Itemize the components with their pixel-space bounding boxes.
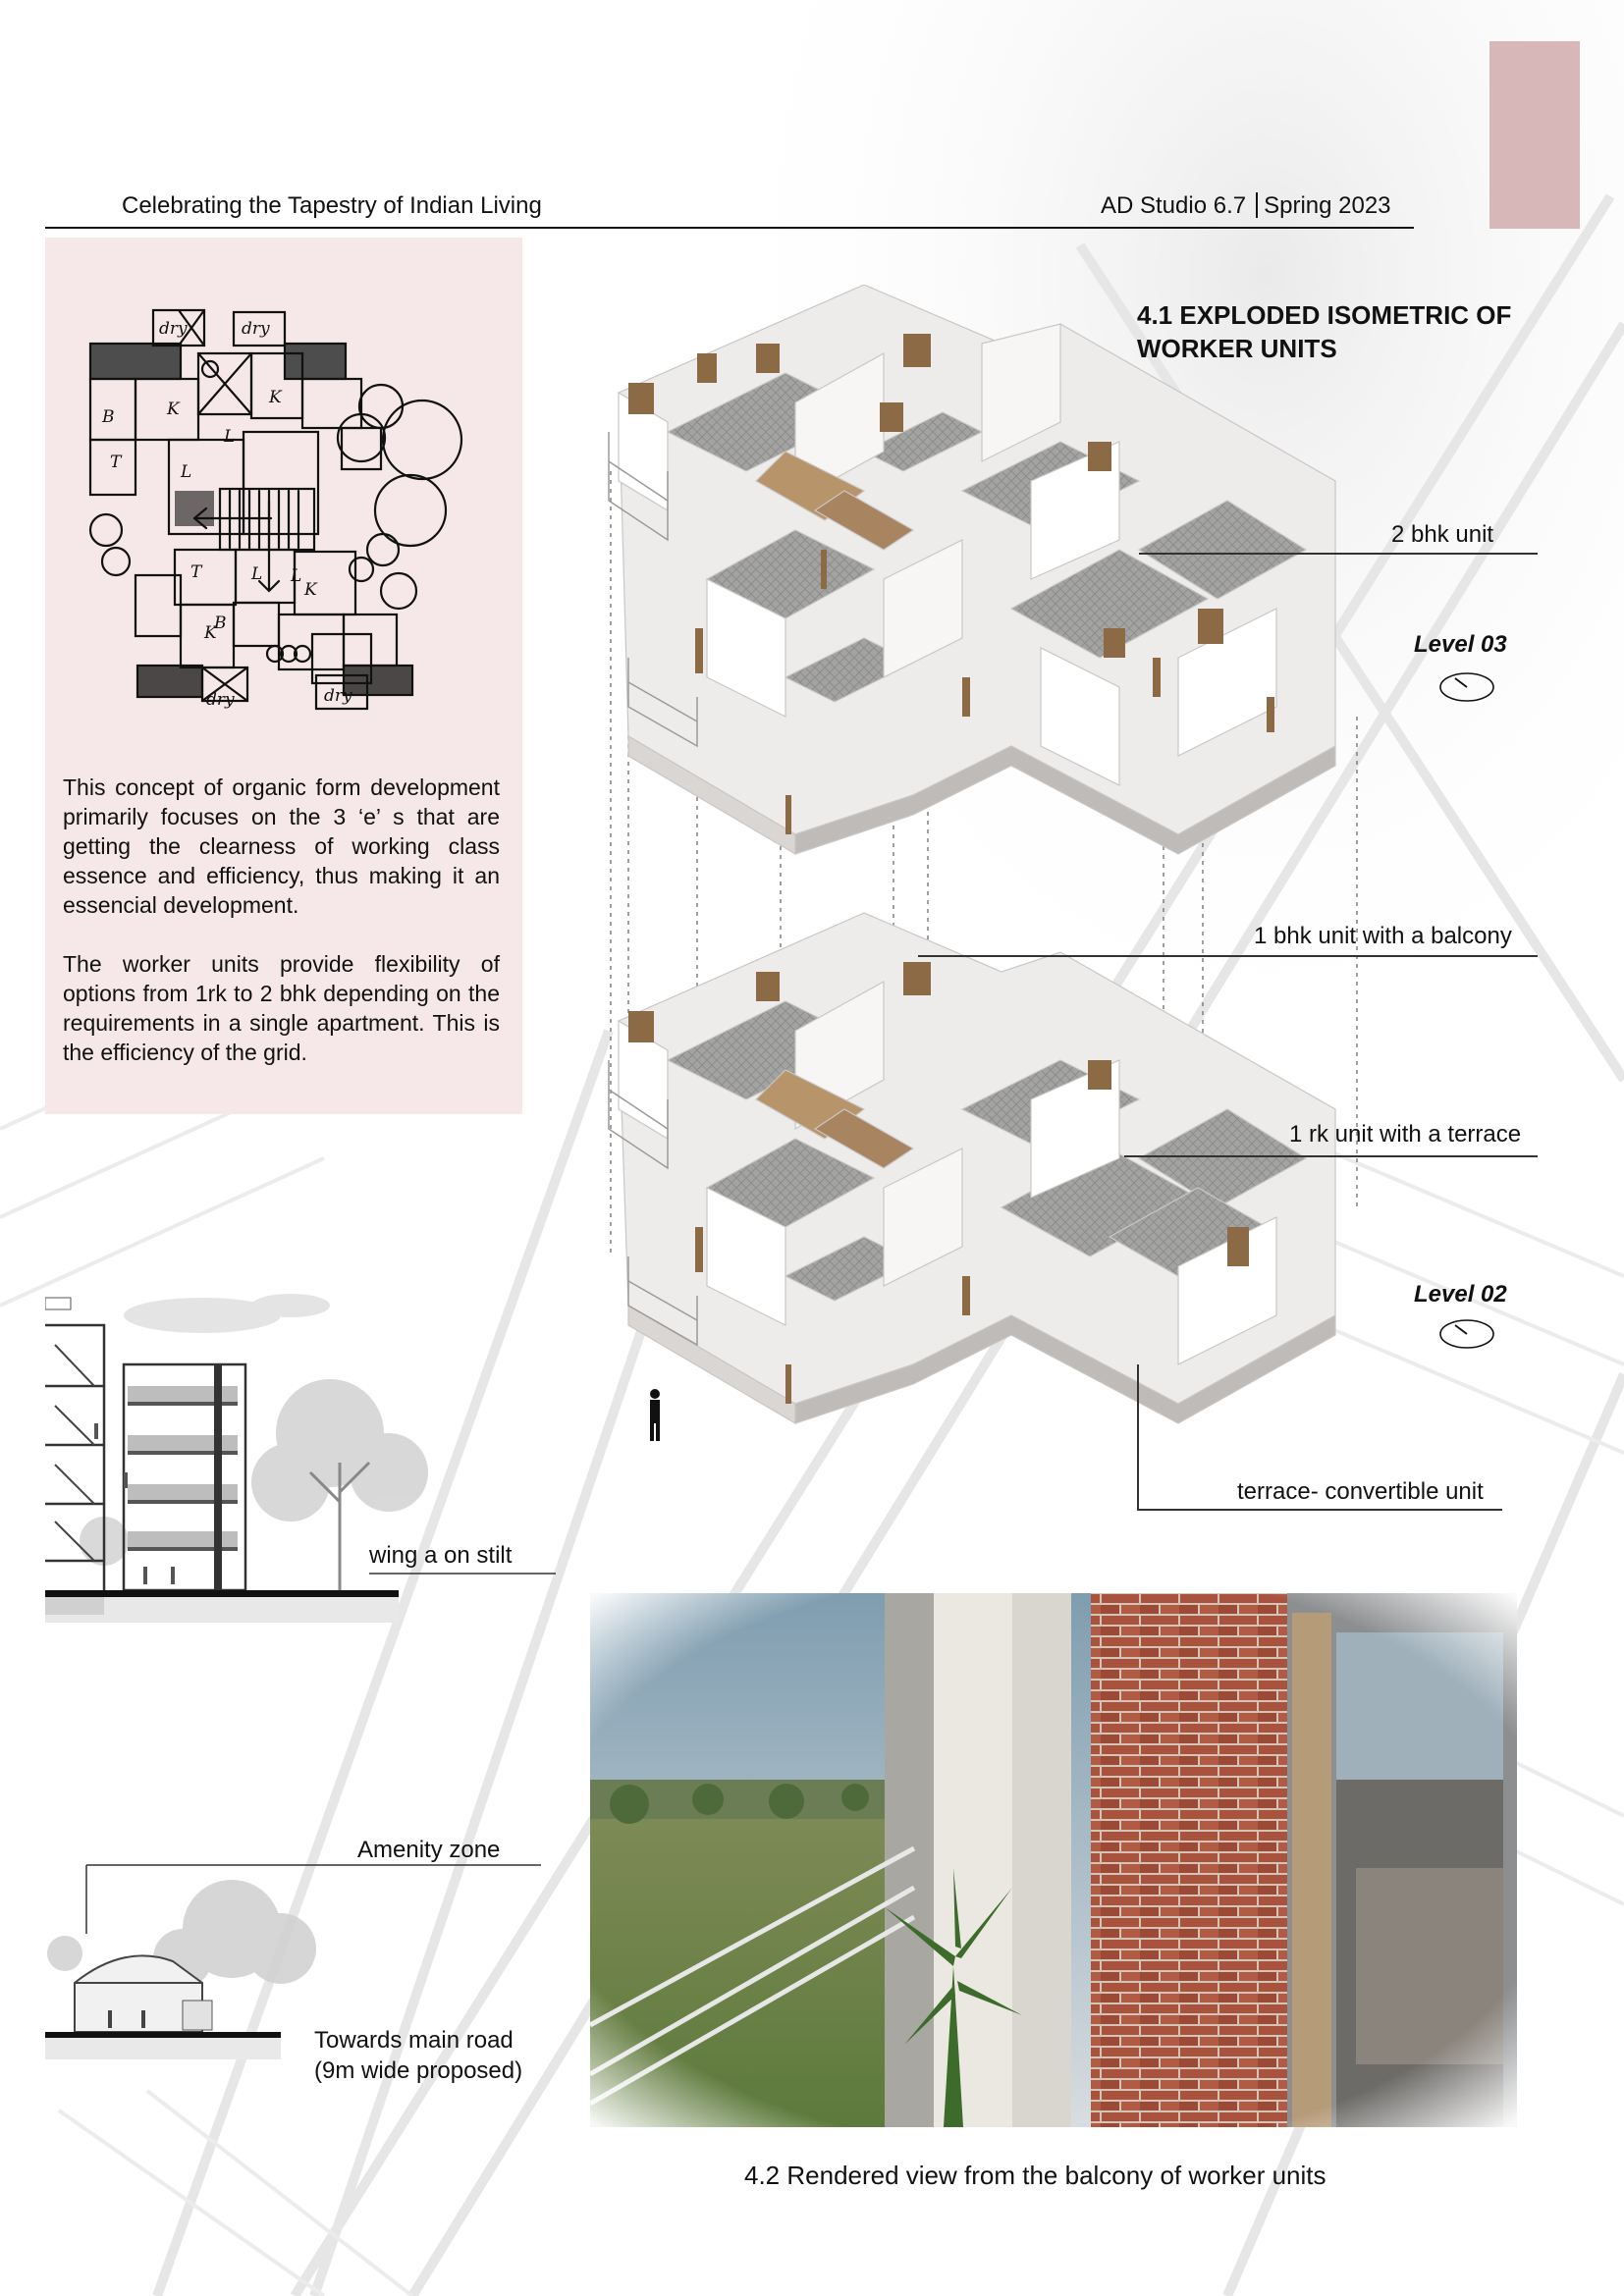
callout-line-terrace (1137, 1509, 1502, 1511)
svg-text:K: K (269, 388, 282, 407)
svg-text:B: B (102, 407, 115, 427)
header-separator (1256, 192, 1258, 218)
header-rule (45, 227, 1414, 229)
concept-sketch (77, 304, 499, 717)
svg-text:L: L (251, 564, 263, 584)
label-wing-a: wing a on stilt (369, 1542, 513, 1569)
label-road-line-2: (9m wide proposed) (314, 2057, 523, 2084)
svg-text:L: L (181, 462, 192, 482)
callout-terrace: terrace- convertible unit (1237, 1478, 1484, 1505)
callout-line-terrace-vertical (1137, 1364, 1139, 1510)
header-studio-name: AD Studio 6.7 (1101, 192, 1247, 219)
north-arrow-icon (1437, 1317, 1496, 1351)
header-title: Celebrating the Tapestry of Indian Living (122, 192, 542, 219)
svg-text:dry: dry (324, 686, 352, 706)
svg-text:L: L (224, 427, 236, 447)
label-road-line-1: Towards main road (314, 2027, 514, 2054)
isometric-title-line-2: WORKER UNITS (1137, 334, 1337, 363)
svg-text:B: B (214, 614, 227, 633)
svg-text:dry: dry (206, 690, 235, 710)
concept-text (63, 773, 500, 1067)
concept-paragraph-2: The worker units provide flexibility of options from 1rk to 2 bhk depending on the requirements in a single apartment. This is the efficiency of the grid. (63, 951, 500, 1065)
concept-paragraph-1: This concept of organic form development primarily focuses on the 3 ‘e’ s that are getting the clearness of working class essence and efficiency, thus making it an essencial development. (63, 774, 500, 918)
level-02-label: Level 02 (1414, 1281, 1507, 1308)
callout-2bhk: 2 bhk unit (1391, 521, 1494, 548)
svg-text:L: L (291, 566, 302, 586)
callout-line-2bhk (1139, 553, 1538, 555)
svg-text:K: K (304, 580, 317, 600)
level-03-label: Level 03 (1414, 631, 1507, 658)
svg-text:K: K (204, 623, 217, 643)
callout-line-1bhk (918, 955, 1538, 957)
scale-figure (650, 1389, 660, 1441)
label-road (314, 2025, 522, 2086)
level-03-model (619, 285, 1335, 854)
svg-text:T: T (110, 453, 122, 472)
header-term: Spring 2023 (1264, 192, 1391, 219)
label-amenity: Amenity zone (357, 1837, 501, 1863)
svg-text:dry: dry (242, 319, 270, 339)
render-caption: 4.2 Rendered view from the balcony of worker units (744, 2161, 1326, 2190)
level-02-model (619, 913, 1335, 1423)
callout-1bhk: 1 bhk unit with a balcony (1254, 923, 1512, 949)
isometric-title-line-1: 4.1 EXPLODED ISOMETRIC OF (1137, 300, 1512, 330)
section-wing-a (45, 1276, 595, 1629)
balcony-render (590, 1593, 1517, 2127)
page-tab (1489, 41, 1580, 229)
exploded-isometric-drawing (589, 285, 1394, 1482)
svg-text:dry: dry (159, 319, 188, 339)
callout-line-1rk (1124, 1155, 1538, 1157)
svg-text:K: K (167, 400, 180, 419)
header-studio (1101, 192, 1391, 220)
callout-1rk: 1 rk unit with a terrace (1289, 1121, 1522, 1148)
north-arrow-icon (1437, 670, 1496, 704)
svg-text:T: T (190, 562, 202, 582)
